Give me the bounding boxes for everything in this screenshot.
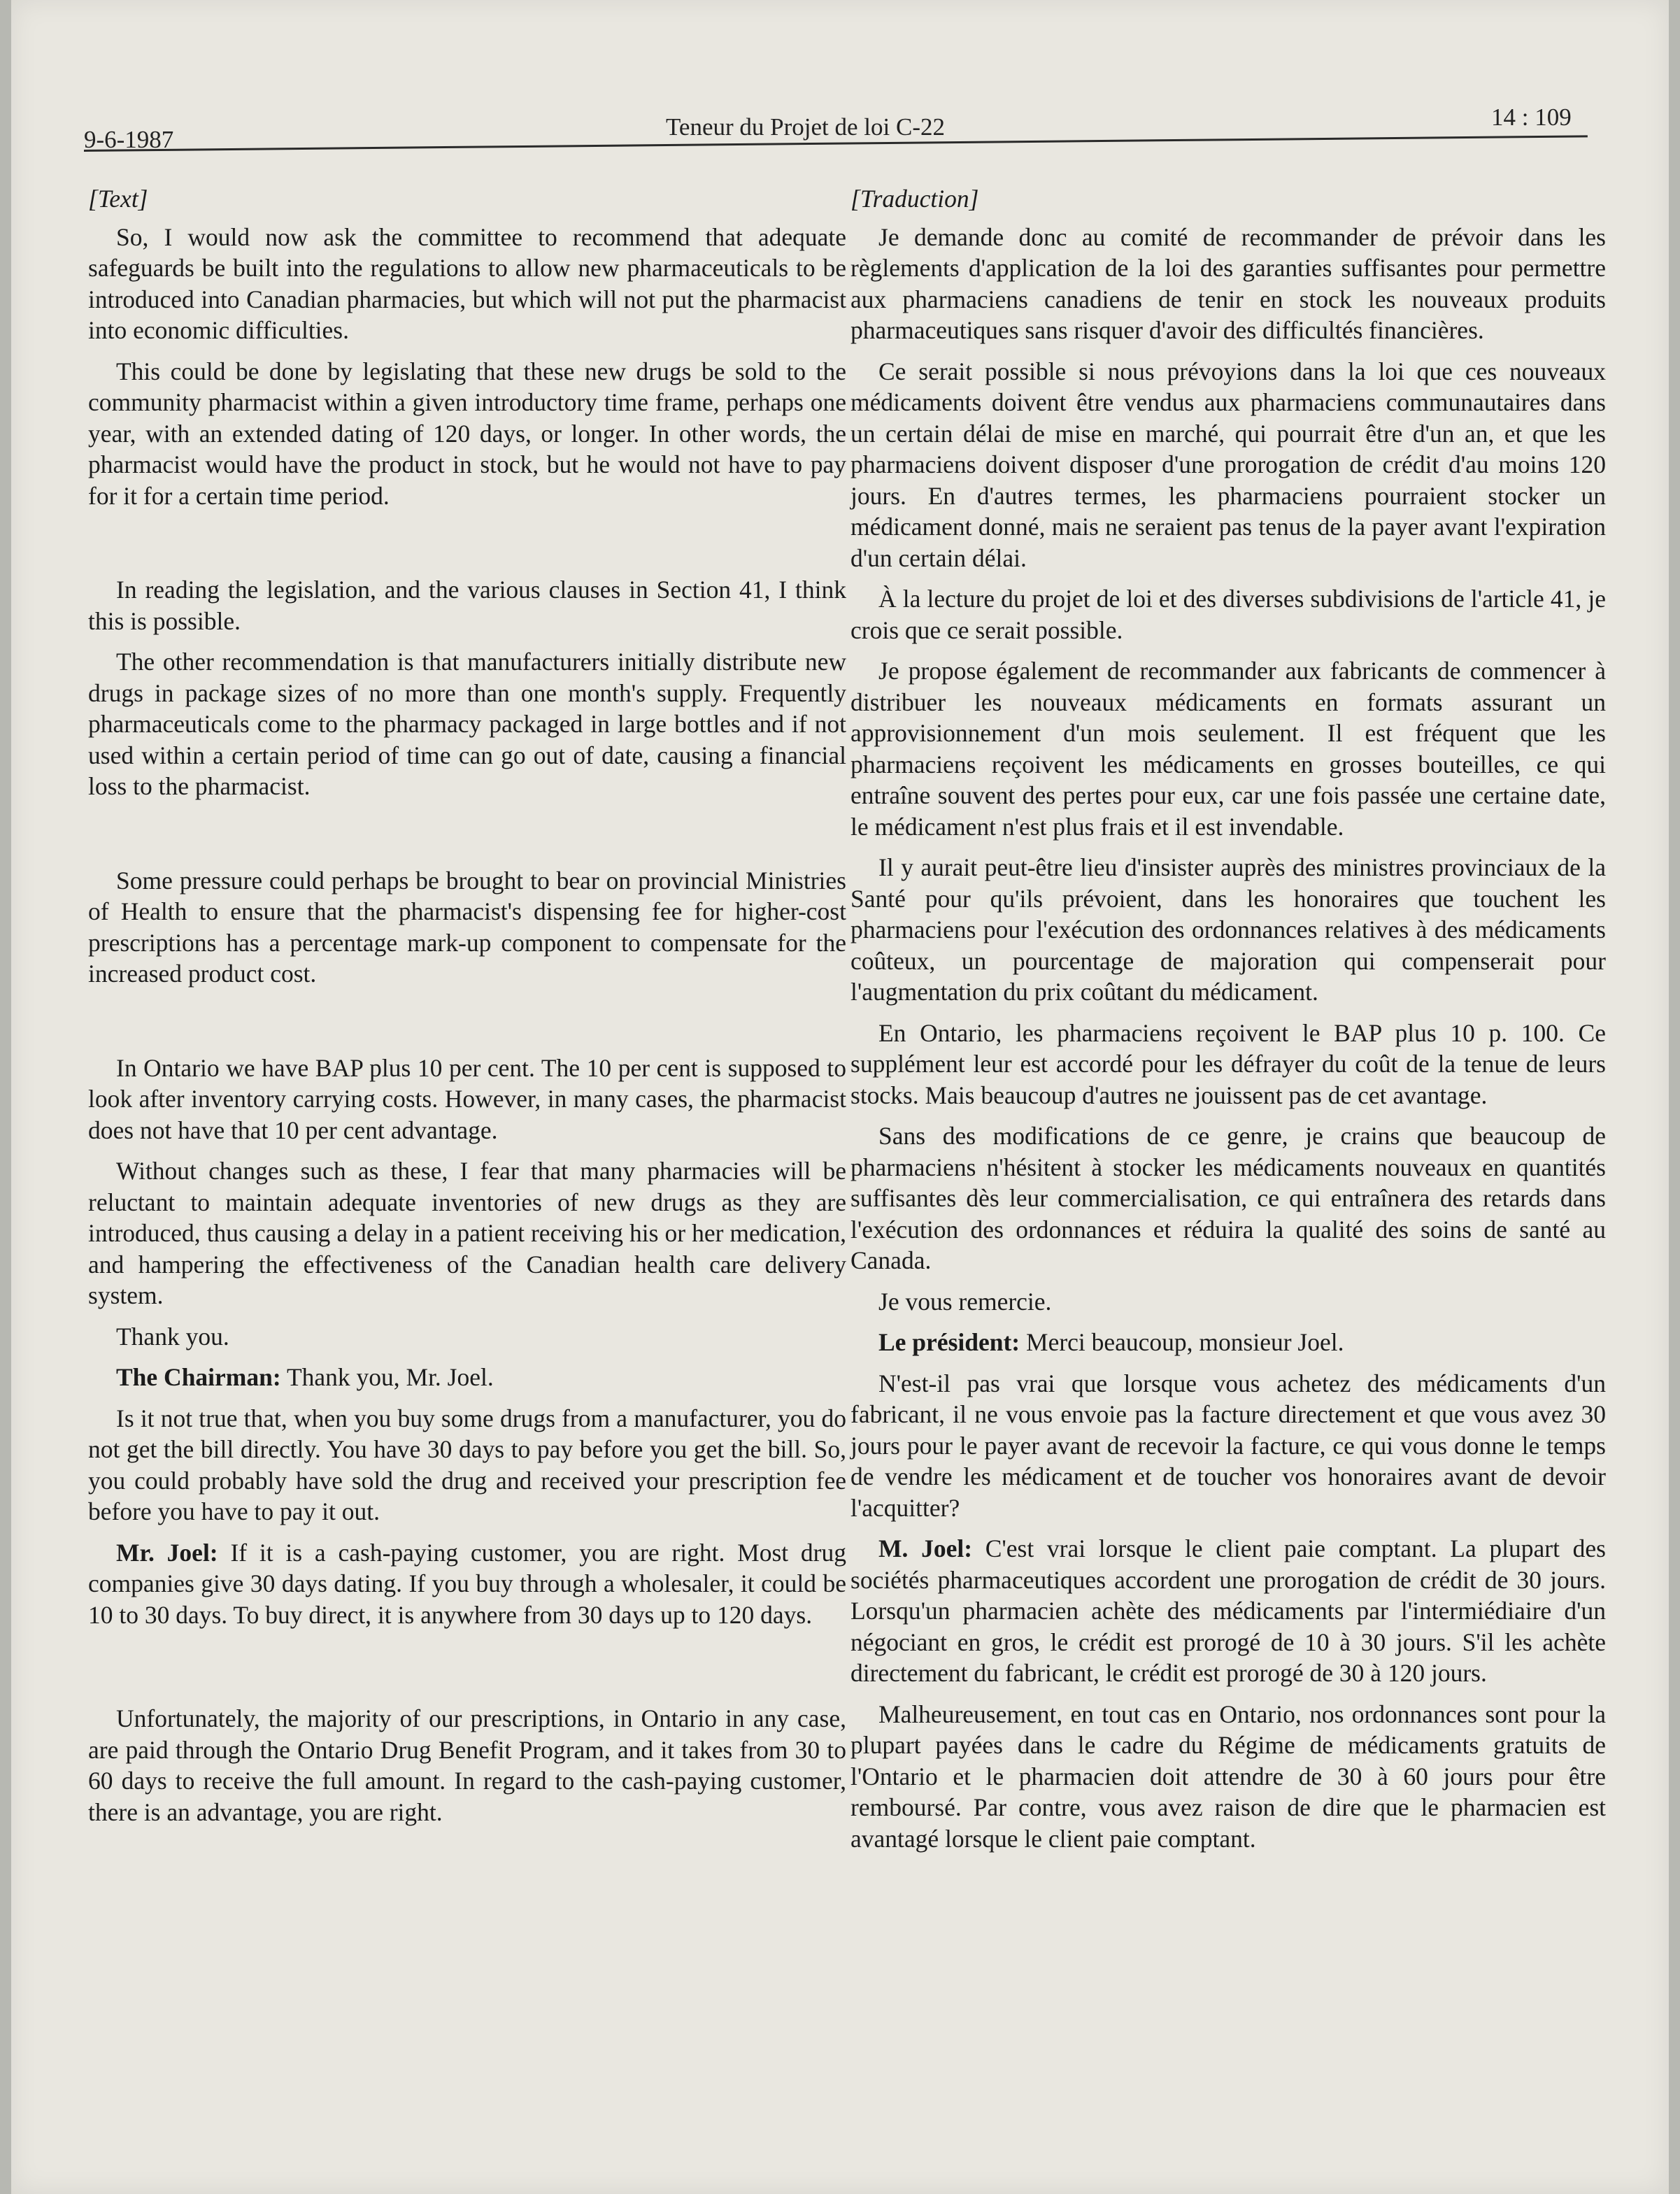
- header-title: Teneur du Projet de loi C-22: [666, 113, 945, 141]
- document-page: [11, 0, 1669, 2194]
- speaker-paragraph: [88, 1537, 846, 1631]
- speech-text: C'est vrai lorsque le client paie comptant. La plupart des sociétés pharmaceutiques accordent une prorogation de crédit de 30 jours. Lorsqu'un pharmacien achète des médicaments par l'intermiédiaire d'un négociant en gros, le crédit est prorogé de 10 à 30 jours. S'il les achète directement du fabricant, le crédit est prorogé de 30 à 120 jours.: [850, 1534, 1606, 1687]
- english-column: [88, 183, 846, 1837]
- paragraph: This could be done by legislating that these new drugs be sold to the community pharmacist within a given introductory time frame, perhaps one year, with an extended dating of 120 days, or longer. In other words, the pharmacist would have the product in stock, but he would not have to pay for it for a certain time period.: [88, 357, 846, 510]
- speaker-paragraph: [850, 1327, 1606, 1358]
- paragraph: Thank you.: [116, 1322, 229, 1351]
- section-tag: [Text]: [88, 185, 148, 213]
- paragraph: The other recommendation is that manufacturers initially distribute new drugs in package sizes of no more than one month's supply. Frequently pharmaceuticals come to the pharmacy packaged in large bottles and if not used within a certain period of time can go out of date, causing a financial loss to the pharmacist.: [88, 648, 846, 800]
- paragraph: In reading the legislation, and the various clauses in Section 41, I think this is possible.: [88, 576, 846, 635]
- speaker-name: Le président:: [878, 1328, 1020, 1356]
- french-column: [850, 183, 1606, 1864]
- paragraph: Il y aurait peut-être lieu d'insister auprès des ministres provinciaux de la Santé pour qu'ils prévoient, dans les honoraires que touchent les pharmaciens pour l'exécution des ordonnances relatives à des médicaments coûteux, un pourcentage de majoration qui compenserait pour l'augmentation du prix coûtant du médicament.: [850, 853, 1606, 1006]
- speech-text: Merci beaucoup, monsieur Joel.: [1026, 1328, 1344, 1356]
- speaker-paragraph: [850, 1533, 1606, 1689]
- paragraph: Sans des modifications de ce genre, je crains que beaucoup de pharmaciens n'hésitent à stocker les médicaments nouveaux en quantités suffisantes dès leur commercialisation, ce qui entraînera des retards dans l'exécution des ordonnances et réduira la qualité des soins de santé au Canada.: [850, 1122, 1606, 1274]
- speaker-name: Mr. Joel:: [116, 1538, 218, 1567]
- header-date: 9-6-1987: [84, 126, 174, 153]
- paragraph: Without changes such as these, I fear that many pharmacies will be reluctant to maintain adequate inventories of new drugs as they are introduced, thus causing a delay in a patient receiving his or her medication, and hampering the effectiveness of the Canadian health care delivery system.: [88, 1157, 846, 1309]
- speaker-paragraph: [88, 1362, 846, 1393]
- paragraph: À la lecture du projet de loi et des diverses subdivisions de l'article 41, je crois que ce serait possible.: [850, 585, 1606, 644]
- paragraph: Unfortunately, the majority of our prescriptions, in Ontario in any case, are paid through the Ontario Drug Benefit Program, and it takes from 30 to 60 days to receive the full amount. In regard to the cash-paying customer, there is an advantage, you are right.: [88, 1704, 846, 1826]
- paragraph: Je vous remercie.: [878, 1287, 1052, 1316]
- paragraph: Some pressure could perhaps be brought to bear on provincial Ministries of Health to ensure that the pharmacist's dispensing fee for higher-cost prescriptions has a percentage mark-up component to compensate for the increased product cost.: [88, 866, 846, 988]
- header-page-number: 14 : 109: [1491, 104, 1572, 131]
- paragraph: Je propose également de recommander aux fabricants de commencer à distribuer les nouveaux médicaments en formats assurant un approvisionnement d'un mois seulement. Il est fréquent que les pharmaciens reçoivent les médicaments en grosses bouteilles, ce qui entraîne souvent des pertes pour eux, car une fois passée une certaine date, le médicament n'est plus frais et il est invendable.: [850, 657, 1606, 841]
- paragraph: Ce serait possible si nous prévoyions dans la loi que ces nouveaux médicaments doivent être vendus aux pharmaciens communautaires dans un certain délai de mise en marché, qui pourrait être d'un an, et que les pharmaciens doivent disposer d'une prorogation de crédit d'au moins 120 jours. En d'autres termes, les pharmaciens pourraient stocker un médicament donné, mais ne seraient pas tenus de la payer avant l'expiration d'un certain délai.: [850, 357, 1606, 572]
- speech-text: If it is a cash-paying customer, you are right. Most drug companies give 30 days dating. If you buy through a wholesaler, it could be 10 to 30 days. To buy direct, it is anywhere from 30 days up to 120 days.: [88, 1538, 847, 1629]
- paragraph: In Ontario we have BAP plus 10 per cent. The 10 per cent is supposed to look after inventory carrying costs. However, in many cases, the pharmacist does not have that 10 per cent advantage.: [88, 1053, 846, 1144]
- section-tag: [Traduction]: [850, 185, 979, 213]
- speaker-name: M. Joel:: [878, 1534, 973, 1562]
- paragraph: Is it not true that, when you buy some drugs from a manufacturer, you do not get the bill directly. You have 30 days to pay before you get the bill. So, you could probably have sold the drug and received your prescription fee before you have to pay it out.: [88, 1404, 846, 1525]
- speaker-name: The Chairman:: [116, 1363, 281, 1391]
- paragraph: En Ontario, les pharmaciens reçoivent le BAP plus 10 p. 100. Ce supplément leur est accordé pour les défrayer du coût de la tenue de leurs stocks. Mais beaucoup d'autres ne jouissent pas de cet avantage.: [850, 1018, 1606, 1109]
- paragraph: Je demande donc au comité de recommander de prévoir dans les règlements d'application de la loi des garanties suffisantes pour permettre aux pharmaciens canadiens de tenir en stock les nouveaux produits pharmaceutiques sans risquer d'avoir des difficultés financières.: [850, 222, 1606, 344]
- paragraph: So, I would now ask the committee to recommend that adequate safeguards be built into the regulations to allow new pharmaceuticals to be introduced into Canadian pharmacies, but which will not put the pharmacist into economic difficulties.: [88, 222, 846, 344]
- paragraph: Malheureusement, en tout cas en Ontario, nos ordonnances sont pour la plupart payées dans le cadre du Régime de médicaments gratuits de l'Ontario et le pharmacien doit attendre de 30 à 60 jours pour être remboursé. Par contre, vous avez raison de dire que le pharmacien est avantagé lorsque le client paie comptant.: [850, 1700, 1606, 1853]
- speech-text: Thank you, Mr. Joel.: [286, 1363, 494, 1391]
- paragraph: N'est-il pas vrai que lorsque vous achetez des médicaments d'un fabricant, il ne vous envoie pas la facture directement et que vous avez 30 jours pour le payer avant de recevoir la facture, ce qui vous donne le temps de vendre les médicament et de toucher vos honoraires avant de devoir l'acquitter?: [850, 1369, 1606, 1522]
